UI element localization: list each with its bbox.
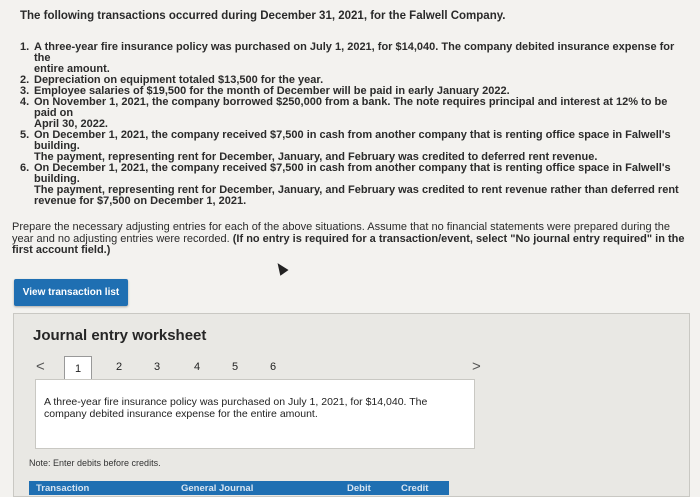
- transaction-number: 1.: [20, 41, 30, 53]
- instructions: [12, 222, 694, 257]
- transaction-line: Employee salaries of $19,500 for the month of December will be paid in early January 2022.: [34, 85, 510, 97]
- view-transaction-list-button[interactable]: View transaction list: [14, 279, 128, 306]
- col-transaction: Transaction: [36, 483, 90, 494]
- worksheet-pager: [34, 356, 484, 378]
- transaction-text: [34, 42, 680, 75]
- transaction-line: revenue for $7,500 on December 1, 2021.: [34, 195, 247, 207]
- journal-table-header: [29, 481, 449, 495]
- transaction-line: Depreciation on equipment totaled $13,500 for the year.: [34, 74, 324, 86]
- worksheet-title: Journal entry worksheet: [33, 327, 207, 344]
- transaction-list: [20, 42, 680, 207]
- transaction-number: 6.: [20, 162, 30, 174]
- instructions-bold: (If no entry is required for a transaction/event, select "No journal entry required" in the first account field.): [12, 232, 685, 256]
- transaction-number: 5.: [20, 129, 30, 141]
- transaction-number: 2.: [20, 74, 30, 86]
- col-general-journal: General Journal: [181, 483, 254, 494]
- transaction-text: [34, 97, 680, 130]
- intro-text: The following transactions occurred during December 31, 2021, for the Falwell Company.: [20, 10, 506, 22]
- debits-note: Note: Enter debits before credits.: [29, 458, 161, 468]
- transaction-description: A three-year fire insurance policy was purchased on July 1, 2021, for $14,040. The company debited insurance expense for the entire amount.: [44, 396, 428, 420]
- page-tab-2[interactable]: 2: [115, 361, 123, 373]
- prev-arrow-icon[interactable]: <: [36, 358, 45, 375]
- page-tab-5[interactable]: 5: [231, 361, 239, 373]
- transaction-line: On December 1, 2021, the company received $7,500 in cash from another company that is renting office space in Falwell's building.: [34, 162, 671, 185]
- transaction-line: The payment, representing rent for December, January, and February was credited to deferred rent revenue.: [34, 151, 598, 163]
- transaction-number: 4.: [20, 96, 30, 108]
- transaction-text: [34, 130, 680, 163]
- transaction-line: On December 1, 2021, the company received $7,500 in cash from another company that is renting office space in Falwell's building.: [34, 129, 671, 152]
- page-tab-4[interactable]: 4: [193, 361, 201, 373]
- transaction-item: [20, 130, 680, 163]
- instructions-text: Prepare the necessary adjusting entries for each of the above situations. Assume that no financial statements were prepared during the year and no adjusting entries were recorded.: [12, 221, 670, 245]
- transaction-line: The payment, representing rent for December, January, and February was credited to rent revenue rather than deferred rent: [34, 184, 679, 196]
- transaction-description-box: [35, 379, 475, 449]
- page-tab-1[interactable]: 1: [64, 356, 92, 380]
- transaction-line: On November 1, 2021, the company borrowed $250,000 from a bank. The note requires principal and interest at 12% to be paid on: [34, 96, 668, 119]
- transaction-number: 3.: [20, 85, 30, 97]
- transaction-item: [20, 97, 680, 130]
- col-debit: Debit: [347, 483, 371, 494]
- journal-entry-worksheet: [13, 313, 690, 497]
- page-tab-6[interactable]: 6: [269, 361, 277, 373]
- col-credit: Credit: [401, 483, 429, 494]
- transaction-text: [34, 163, 680, 207]
- transaction-line: A three-year fire insurance policy was purchased on July 1, 2021, for $14,040. The company debited insurance expense for the: [34, 41, 675, 64]
- mouse-cursor-icon: [273, 260, 288, 276]
- next-arrow-icon[interactable]: >: [472, 358, 481, 375]
- transaction-line: April 30, 2022.: [34, 118, 108, 130]
- page-tab-3[interactable]: 3: [153, 361, 161, 373]
- transaction-line: entire amount.: [34, 63, 110, 75]
- transaction-item: [20, 163, 680, 207]
- transaction-item: [20, 42, 680, 75]
